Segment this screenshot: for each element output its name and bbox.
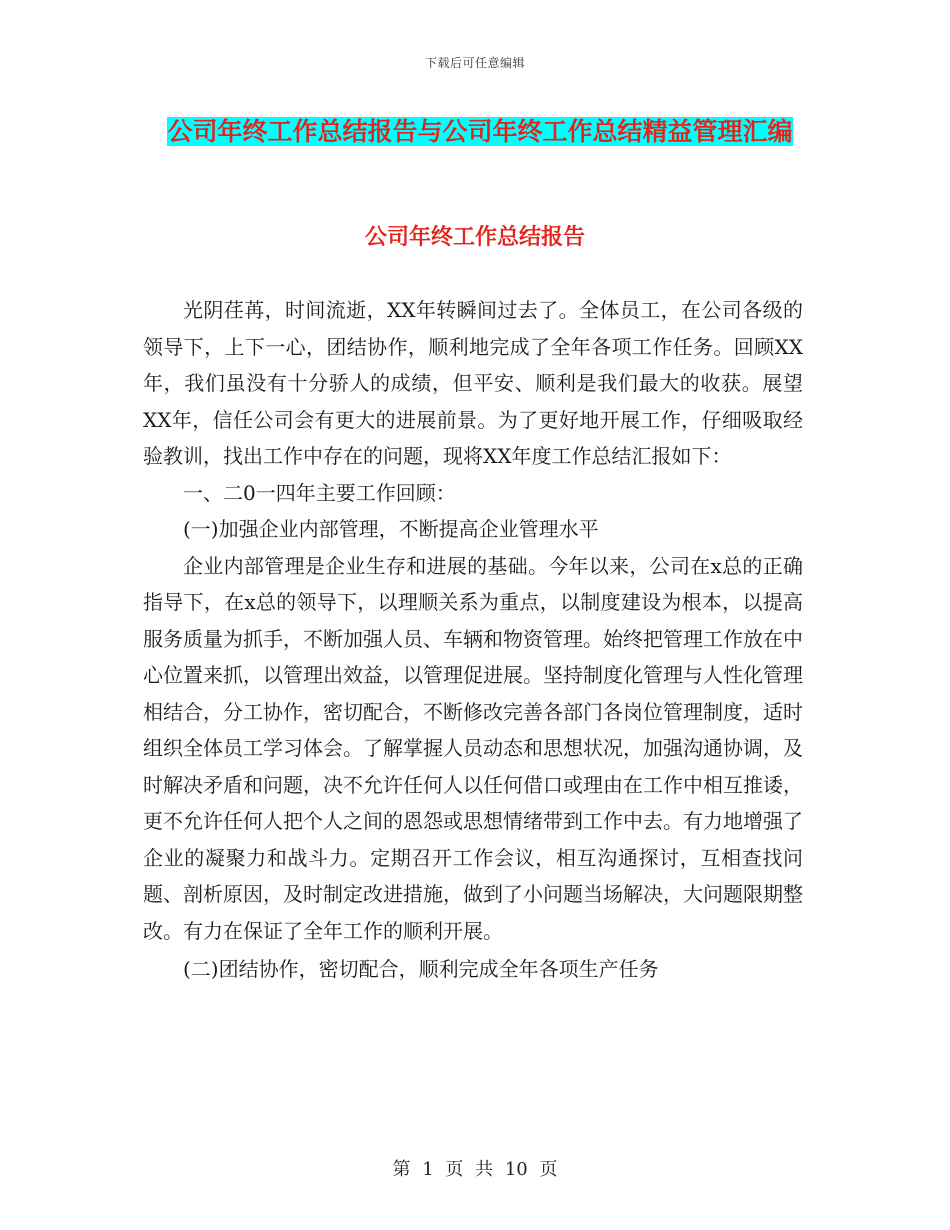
paragraph: (一)加强企业内部管理，不断提高企业管理水平 [183,517,599,541]
paragraph: 企业内部管理是企业生存和进展的基础。今年以来，公司在x总的正确指导下，在x总的领导下，以理顺关系为重点，以制度建设为根本，以提高服务质量为抓手，不断加强人员、车辆和物资管理。始终把管理工作放在中心位置来抓，以管理出效益，以管理促进展。坚持制度化管理与人性化管理相结合，分工协作，密切配合，不断修改完善各部门各岗位管理制度，适时组织全体员工学习体会。了解掌握人员动态和思想状况，加强沟通协调，及时解决矛盾和问题，决不允许任何人以任何借口或理由在工作中相互推诿，更不允许任何人把个人之间的恩怨或思想情绪带到工作中去。有力地增强了企业的凝聚力和战斗力。定期召开工作会议，相互沟通探讨，互相查找问题、剖析原因，及时制定改进措施，做到了小问题当场解决，大问题限期整改。有力在保证了全年工作的顺利开展。 [143,553,803,943]
paragraph: 光阴荏苒，时间流逝，XX年转瞬间过去了。全体员工，在公司各级的领导下，上下一心，团结协作，顺利地完成了全年各项工作任务。回顾XX年，我们虽没有十分骄人的成绩，但平安、顺利是我们最大的收获。展望XX年，信任公司会有更大的进展前景。为了更好地开展工作，仔细吸取经验教训，找出工作中存在的问题，现将XX年度工作总结汇报如下： [143,298,803,468]
document-title [150,108,810,155]
page-footer: 第 1 页 共 10 页 [392,1159,558,1180]
paragraph: 一、二0一四年主要工作回顾： [183,480,456,505]
header-note: 下载后可任意编辑 [424,56,525,70]
document-body [143,292,803,988]
section-title: 公司年终工作总结报告 [364,225,585,250]
document-title-text: 公司年终工作总结报告与公司年终工作总结精益管理汇编 [167,117,793,146]
paragraph: (二)团结协作，密切配合，顺利完成全年各项生产任务 [183,957,659,981]
